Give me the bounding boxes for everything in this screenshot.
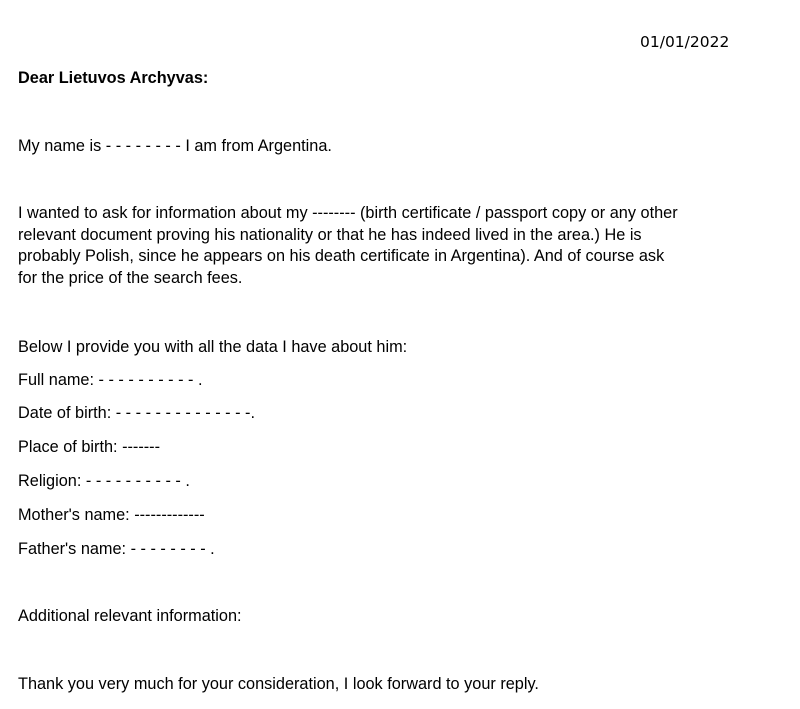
request-line: for the price of the search fees. — [18, 268, 243, 287]
intro-line: My name is - - - - - - - - I am from Argentina. — [18, 137, 332, 155]
field-fathers-name: Father's name: - - - - - - - - . — [18, 540, 215, 558]
request-line: relevant document proving his nationality or that he has indeed lived in the area.) He is — [18, 225, 642, 244]
letter-date: 01/01/2022 — [640, 33, 730, 51]
data-intro: Below I provide you with all the data I have about him: — [18, 338, 408, 356]
closing-line: Thank you very much for your consideration, I look forward to your reply. — [18, 675, 539, 693]
additional-info-label: Additional relevant information: — [18, 607, 242, 625]
field-mothers-name: Mother's name: ------------- — [18, 506, 205, 524]
greeting: Dear Lietuvos Archyvas: — [18, 69, 209, 87]
field-date-of-birth: Date of birth: - - - - - - - - - - - - - -. — [18, 404, 255, 422]
request-line: probably Polish, since he appears on his death certificate in Argentina). And of course ask — [18, 247, 665, 265]
field-religion: Religion: - - - - - - - - - - . — [18, 472, 190, 490]
request-line: I wanted to ask for information about my -------- (birth certificate / passport copy or any other — [18, 204, 678, 222]
field-full-name: Full name: - - - - - - - - - - . — [18, 371, 203, 389]
request-paragraph — [18, 203, 748, 289]
field-place-of-birth: Place of birth: ------- — [18, 438, 161, 456]
